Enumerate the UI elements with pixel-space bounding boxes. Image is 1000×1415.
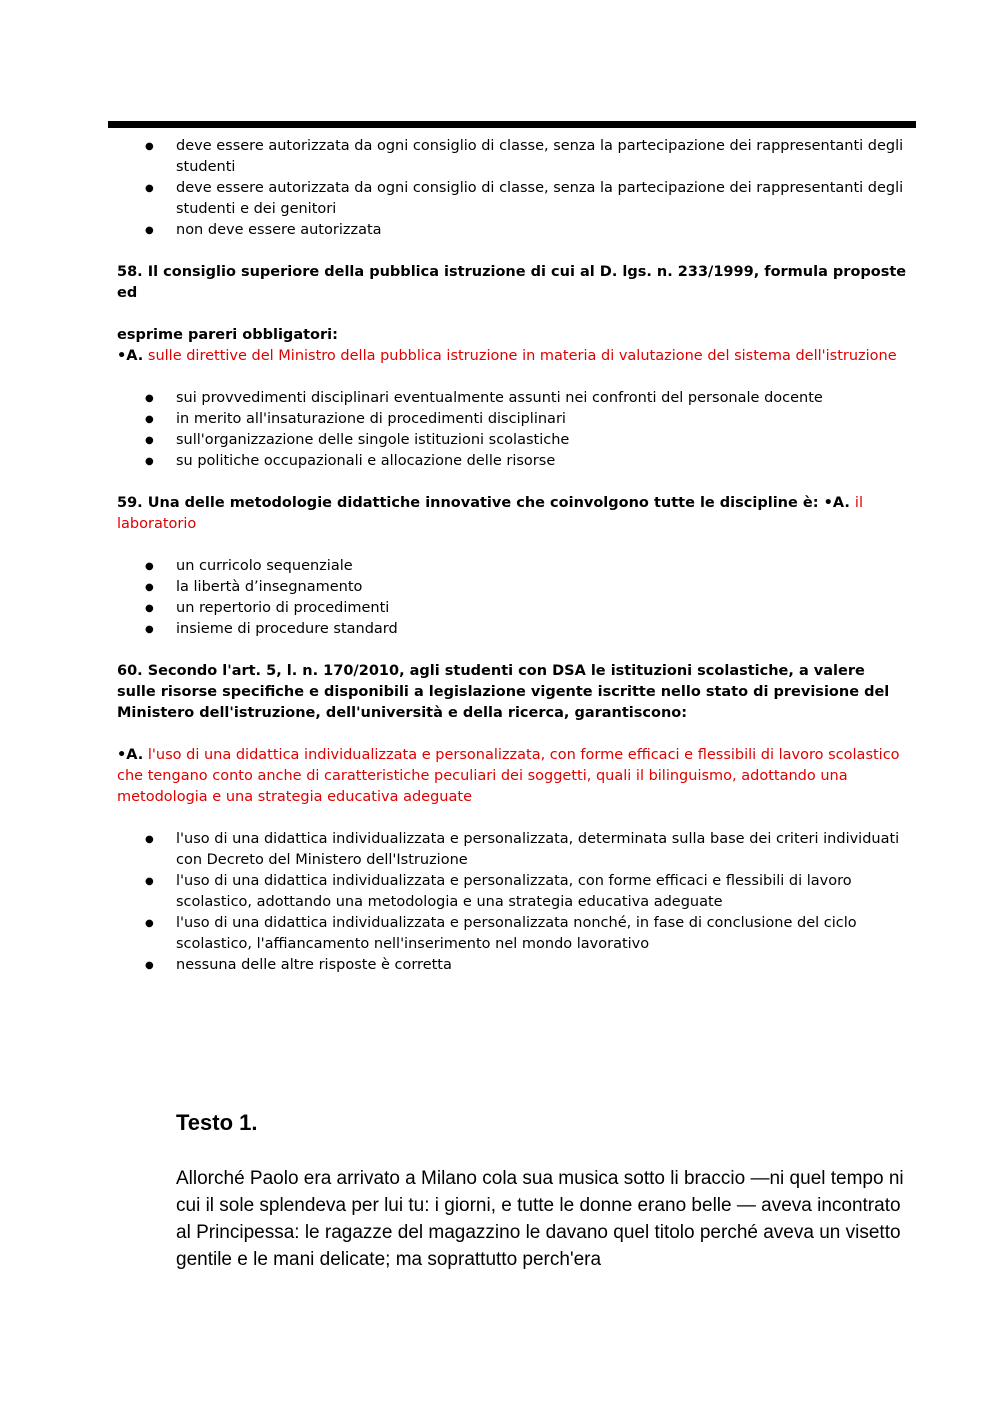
question-59-text: 59. Una delle metodologie didattiche innovative che coinvolgono tutte le discipline è: (117, 495, 819, 511)
list-item: ● un curricolo sequenziale (117, 556, 907, 577)
list-item: ● la libertà d’insegnamento (117, 577, 907, 598)
testo-heading: Testo 1. (176, 1110, 258, 1135)
list-item: ● non deve essere autorizzata (117, 220, 907, 241)
question-58-options (117, 388, 907, 472)
answer-text: sulle direttive del Ministro della pubblica istruzione in materia di valutazione del sistema dell'istruzione (147, 348, 897, 364)
question-58-title-line1: 58. Il consiglio superiore della pubblica istruzione di cui al D. lgs. n. 233/1999, formula proposte ed (117, 264, 907, 301)
list-item: ● l'uso di una didattica individualizzata e personalizzata, determinata sulla base dei criteri individuati con Decreto del Ministero dell'Istruzione (117, 829, 907, 871)
list-item: ● sui provvedimenti disciplinari eventualmente assunti nei confronti del personale docente (117, 388, 907, 409)
question-59-title (117, 493, 907, 535)
question-60-answer (117, 745, 907, 808)
list-item: ● su politiche occupazionali e allocazione delle risorse (117, 451, 907, 472)
list-item: ● deve essere autorizzata da ogni consiglio di classe, senza la partecipazione dei rappresentanti degli studenti (117, 136, 907, 178)
list-item: ● insieme di procedure standard (117, 619, 907, 640)
answer-marker: •A. (823, 495, 850, 511)
answer-marker: •A. (117, 348, 144, 364)
list-item: ● l'uso di una didattica individualizzata e personalizzata, con forme efficaci e flessibili di lavoro scolastico, adottando una metodologia e una strategia educativa adeguate (117, 871, 907, 913)
answer-text: l'uso di una didattica individualizzata e personalizzata, con forme efficaci e flessibili di lavoro scolastico che tengano conto anche di caratteristiche peculiari dei soggetti, quali il bilinguismo, adottando una metodologia e una strategia educativa adeguate (117, 747, 900, 805)
testo-section (176, 1107, 906, 1273)
question-60-options (117, 829, 907, 976)
top-options-list (117, 136, 907, 241)
list-item: ● sull'organizzazione delle singole istituzioni scolastiche (117, 430, 907, 451)
question-59-options (117, 556, 907, 640)
question-58-answer (117, 346, 907, 367)
testo-paragraph: Allorché Paolo era arrivato a Milano cola sua musica sotto li braccio —ni quel tempo ni cui il sole splendeva per lui tu: i giorni, e tutte le donne erano belle — aveva incontrato al Principessa: le ragazze del magazzino le davano quel titolo perché aveva un visetto gentile e le mani delicate; ma soprattutto perch'era (176, 1168, 904, 1270)
quiz-document (117, 136, 907, 976)
header-rule (108, 121, 916, 128)
list-item: ● in merito all'insaturazione di procedimenti disciplinari (117, 409, 907, 430)
list-item: ● nessuna delle altre risposte è corretta (117, 955, 907, 976)
answer-text: il laboratorio (117, 495, 863, 532)
question-60-title: 60. Secondo l'art. 5, l. n. 170/2010, agli studenti con DSA le istituzioni scolastiche, a valere sulle risorse specifiche e disponibili a legislazione vigente iscritte nello stato di previsione del Ministero dell'istruzione, dell'università e della ricerca, garantiscono: (117, 663, 890, 721)
list-item: ● un repertorio di procedimenti (117, 598, 907, 619)
question-58-title-line2: esprime pareri obbligatori: (117, 327, 338, 343)
answer-marker: •A. (117, 747, 144, 763)
list-item: ● l'uso di una didattica individualizzata e personalizzata nonché, in fase di conclusione del ciclo scolastico, l'affiancamento nell'inserimento nel mondo lavorativo (117, 913, 907, 955)
list-item: ● deve essere autorizzata da ogni consiglio di classe, senza la partecipazione dei rappresentanti degli studenti e dei genitori (117, 178, 907, 220)
